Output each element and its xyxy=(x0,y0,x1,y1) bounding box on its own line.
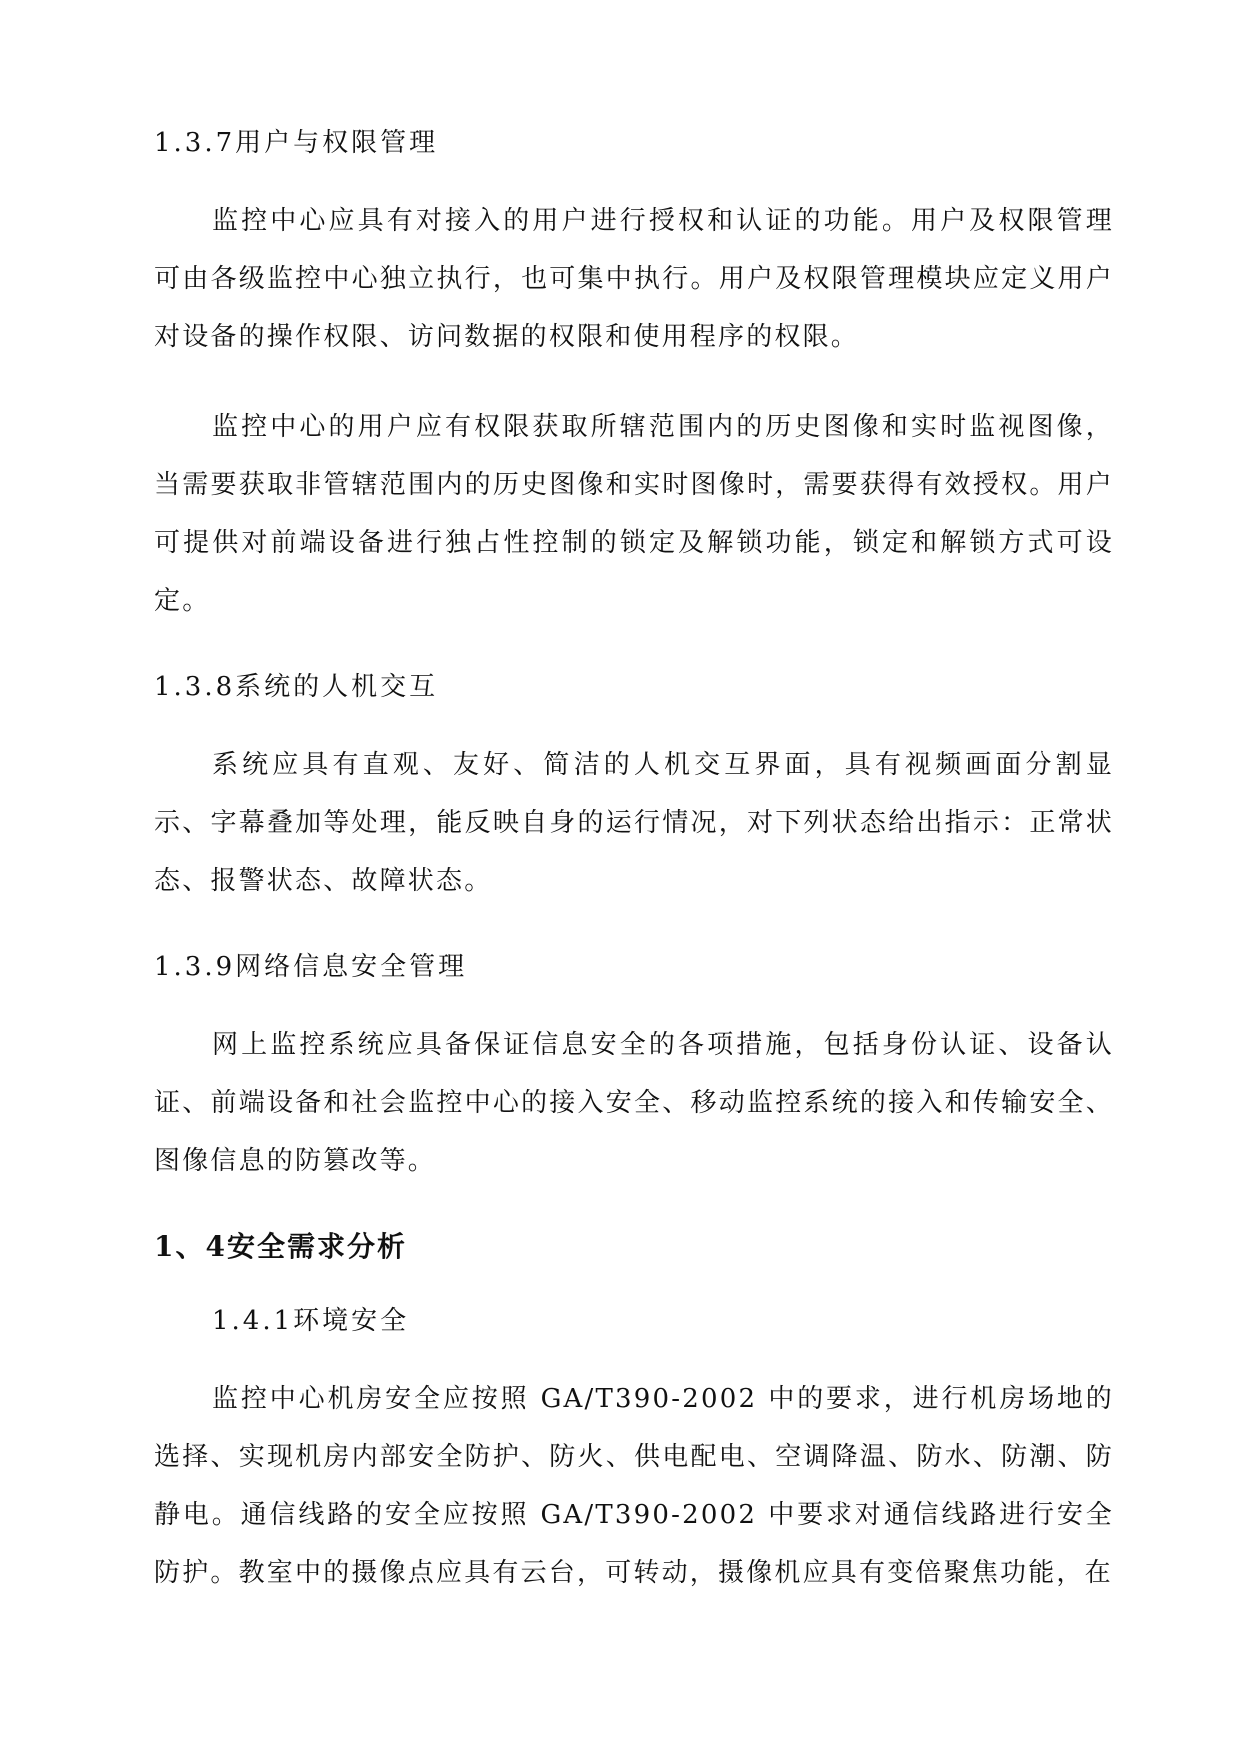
section-heading-1-3-9: 1.3.9网络信息安全管理 xyxy=(154,952,468,982)
chapter-heading-1-4: 1、4安全需求分析 xyxy=(154,1230,407,1263)
document-body xyxy=(154,118,1114,1602)
paragraph: 监控中心机房安全应按照 GA/T390-2002 中的要求，进行机房场地的选择、实现机房内部安全防护、防火、供电配电、空调降温、防水、防潮、防静电。通信线路的安全应按照 GA/T390-2002 中要求对通信线路进行安全防护。教室中的摄像点应具有云台，可转动，摄像机应具有变倍聚焦功能，在 xyxy=(154,1384,1114,1588)
section-heading-1-3-8: 1.3.8系统的人机交互 xyxy=(154,672,439,702)
paragraph: 监控中心的用户应有权限获取所辖范围内的历史图像和实时监视图像，当需要获取非管辖范围内的历史图像和实时图像时，需要获得有效授权。用户可提供对前端设备进行独占性控制的锁定及解锁功能，锁定和解锁方式可设定。 xyxy=(154,412,1114,616)
section-heading-1-3-7: 1.3.7用户与权限管理 xyxy=(154,128,439,158)
paragraph: 系统应具有直观、友好、简洁的人机交互界面，具有视频画面分割显示、字幕叠加等处理，能反映自身的运行情况，对下列状态给出指示：正常状态、报警状态、故障状态。 xyxy=(154,750,1114,896)
section-heading-1-4-1: 1.4.1环境安全 xyxy=(212,1306,410,1336)
paragraph: 监控中心应具有对接入的用户进行授权和认证的功能。用户及权限管理可由各级监控中心独立执行，也可集中执行。用户及权限管理模块应定义用户对设备的操作权限、访问数据的权限和使用程序的权限。 xyxy=(154,206,1114,352)
paragraph: 网上监控系统应具备保证信息安全的各项措施，包括身份认证、设备认证、前端设备和社会监控中心的接入安全、移动监控系统的接入和传输安全、图像信息的防篡改等。 xyxy=(154,1030,1114,1176)
